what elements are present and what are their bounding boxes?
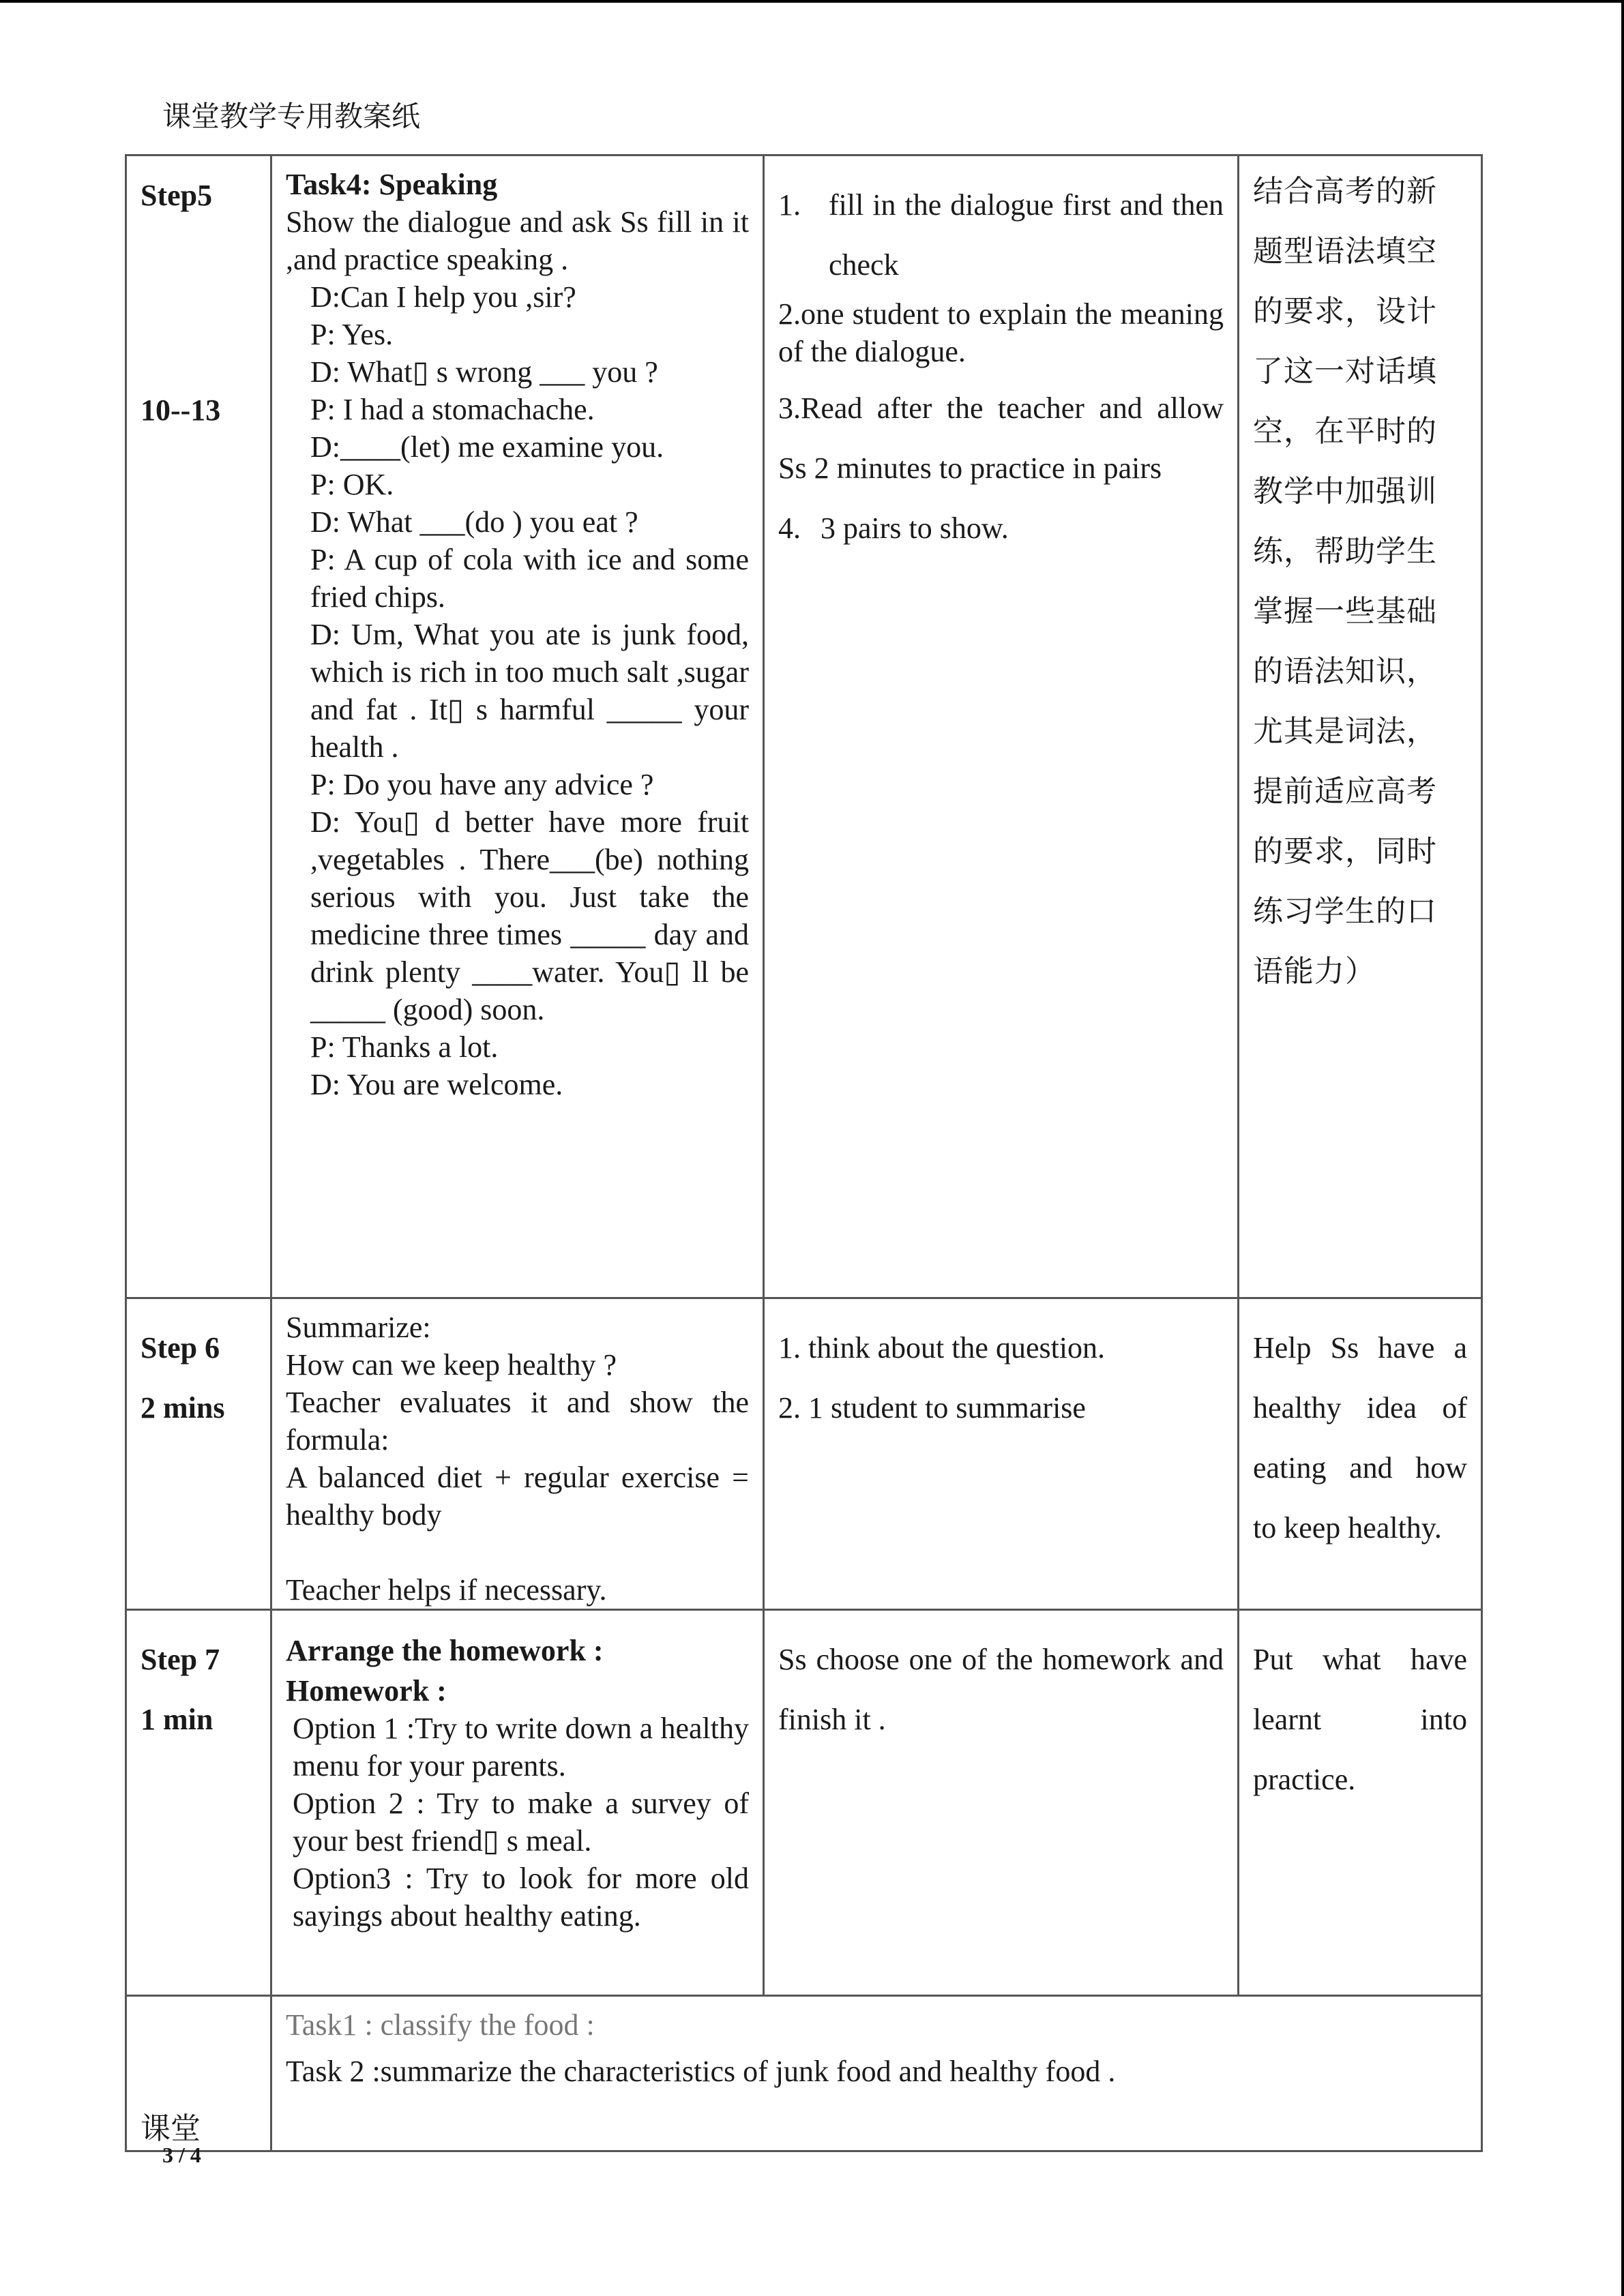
board-task1: Task1 : classify the food : bbox=[286, 2008, 595, 2042]
dialogue-line: D:Can I help you ,sir? bbox=[310, 280, 576, 314]
activity-number: 4. bbox=[778, 511, 801, 545]
page-border-right bbox=[1621, 0, 1624, 2296]
dialogue bbox=[286, 278, 749, 1103]
page-header: 课堂教学专用教案纸 bbox=[162, 100, 421, 133]
step6-time: 2 mins bbox=[141, 1391, 225, 1425]
step7-step-cell bbox=[126, 1610, 271, 1996]
step7-purpose-cell bbox=[1239, 1610, 1482, 1996]
dialogue-line: D: What▯ s wrong ___ you ? bbox=[310, 355, 658, 389]
step5-label: Step5 bbox=[141, 179, 213, 212]
step5-intro: Show the dialogue and ask Ss fill in it ,and practice speaking . bbox=[286, 205, 749, 276]
step6-purpose: Help Ss have a healthy idea of eating and how to keep healthy. bbox=[1253, 1331, 1467, 1545]
homework-option: Option 2 : Try to make a survey of your best friend▯ s meal. bbox=[293, 1787, 749, 1858]
step5-purpose-cell bbox=[1239, 155, 1482, 1298]
activity-number: 1. bbox=[778, 188, 801, 222]
board-content-cell bbox=[271, 1996, 1482, 2151]
step5-content-cell bbox=[271, 155, 764, 1298]
step7-activity-cell bbox=[764, 1610, 1239, 1996]
step6-spacer bbox=[286, 1534, 749, 1571]
dialogue-line: D: You are welcome. bbox=[310, 1068, 563, 1101]
step7-row bbox=[126, 1610, 1482, 1996]
activity-item: 2. 1 student to summarise bbox=[778, 1391, 1086, 1425]
activity-item: 2.one student to explain the meaning of the dialogue. bbox=[778, 297, 1224, 368]
activity-item bbox=[778, 498, 1224, 558]
lesson-plan-table bbox=[125, 154, 1483, 2152]
step6-label: Step 6 bbox=[141, 1331, 220, 1365]
activity-item: 3.Read after the teacher and allow Ss 2 minutes to practice in pairs bbox=[778, 391, 1224, 485]
dialogue-line: D:____(let) me examine you. bbox=[310, 430, 664, 464]
step7-label: Step 7 bbox=[141, 1643, 220, 1676]
dialogue-line: D: Um, What you ate is junk food, which is rich in too much salt ,sugar and fat . It▯ s harmful _____ your health . bbox=[310, 618, 749, 764]
board-row bbox=[126, 1996, 1482, 2151]
step7-title: Arrange the homework : bbox=[286, 1634, 604, 1667]
step7-time: 1 min bbox=[141, 1703, 213, 1736]
dialogue-line: P: Thanks a lot. bbox=[310, 1030, 499, 1064]
dialogue-line: D: You▯ d better have more fruit ,vegetables . There___(be) nothing serious with you. Just take the medicine three times _____ day and drink plenty ____water. You▯ ll be _____ (good) soon. bbox=[310, 805, 749, 1026]
step5-step-cell bbox=[126, 155, 271, 1298]
step6-activity-cell bbox=[764, 1298, 1239, 1610]
activity-item bbox=[778, 175, 1224, 295]
step5-row bbox=[126, 155, 1482, 1298]
step6-line: Summarize: bbox=[286, 1311, 431, 1344]
page-border-top bbox=[0, 0, 1624, 3]
step7-purpose: Put what have learnt into practice. bbox=[1253, 1643, 1467, 1796]
step6-content-cell bbox=[271, 1298, 764, 1610]
step6-line: Teacher helps if necessary. bbox=[286, 1573, 607, 1607]
dialogue-line: P: I had a stomachache. bbox=[310, 393, 595, 426]
activity-text: 3 pairs to show. bbox=[821, 511, 1009, 545]
step6-line: A balanced diet + regular exercise = healthy body bbox=[286, 1461, 749, 1532]
step6-purpose-cell bbox=[1239, 1298, 1482, 1610]
step6-line: How can we keep healthy ? bbox=[286, 1348, 617, 1382]
step5-title: Task4: Speaking bbox=[286, 168, 498, 201]
board-label: 课堂 bbox=[141, 2111, 201, 2146]
dialogue-line: P: OK. bbox=[310, 468, 394, 501]
dialogue-line: P: A cup of cola with ice and some fried chips. bbox=[310, 543, 749, 614]
step6-step-cell bbox=[126, 1298, 271, 1610]
step5-purpose: 结合高考的新题型语法填空的要求，设计了这一对话填空，在平时的教学中加强训练，帮助学生掌握一些基础的语法知识，尤其是词法，提前适应高考的要求，同时练习学生的口语能力） bbox=[1253, 174, 1437, 989]
dialogue-line: D: What ___(do ) you eat ? bbox=[310, 505, 638, 539]
board-label-cell bbox=[126, 1996, 271, 2151]
step6-row bbox=[126, 1298, 1482, 1610]
dialogue-line: P: Yes. bbox=[310, 318, 394, 351]
step5-time: 10--13 bbox=[141, 393, 221, 427]
dialogue-line: P: Do you have any advice ? bbox=[310, 768, 654, 801]
homework-option: Option3 : Try to look for more old sayings about healthy eating. bbox=[293, 1862, 749, 1933]
homework-option: Option 1 :Try to write down a healthy menu for your parents. bbox=[293, 1712, 749, 1783]
step5-activity-cell bbox=[764, 155, 1239, 1298]
board-task2: Task 2 :summarize the characteristics of junk food and healthy food . bbox=[286, 2055, 1116, 2088]
step7-subtitle: Homework : bbox=[286, 1674, 447, 1708]
activity-item: 1. think about the question. bbox=[778, 1331, 1106, 1365]
page-number: 3 / 4 bbox=[162, 2143, 201, 2167]
step7-activities: Ss choose one of the homework and finish it . bbox=[778, 1643, 1224, 1736]
step6-line: Teacher evaluates it and show the formula: bbox=[286, 1386, 749, 1457]
step7-content-cell bbox=[271, 1610, 764, 1996]
activity-text: fill in the dialogue first and then check bbox=[829, 188, 1224, 282]
